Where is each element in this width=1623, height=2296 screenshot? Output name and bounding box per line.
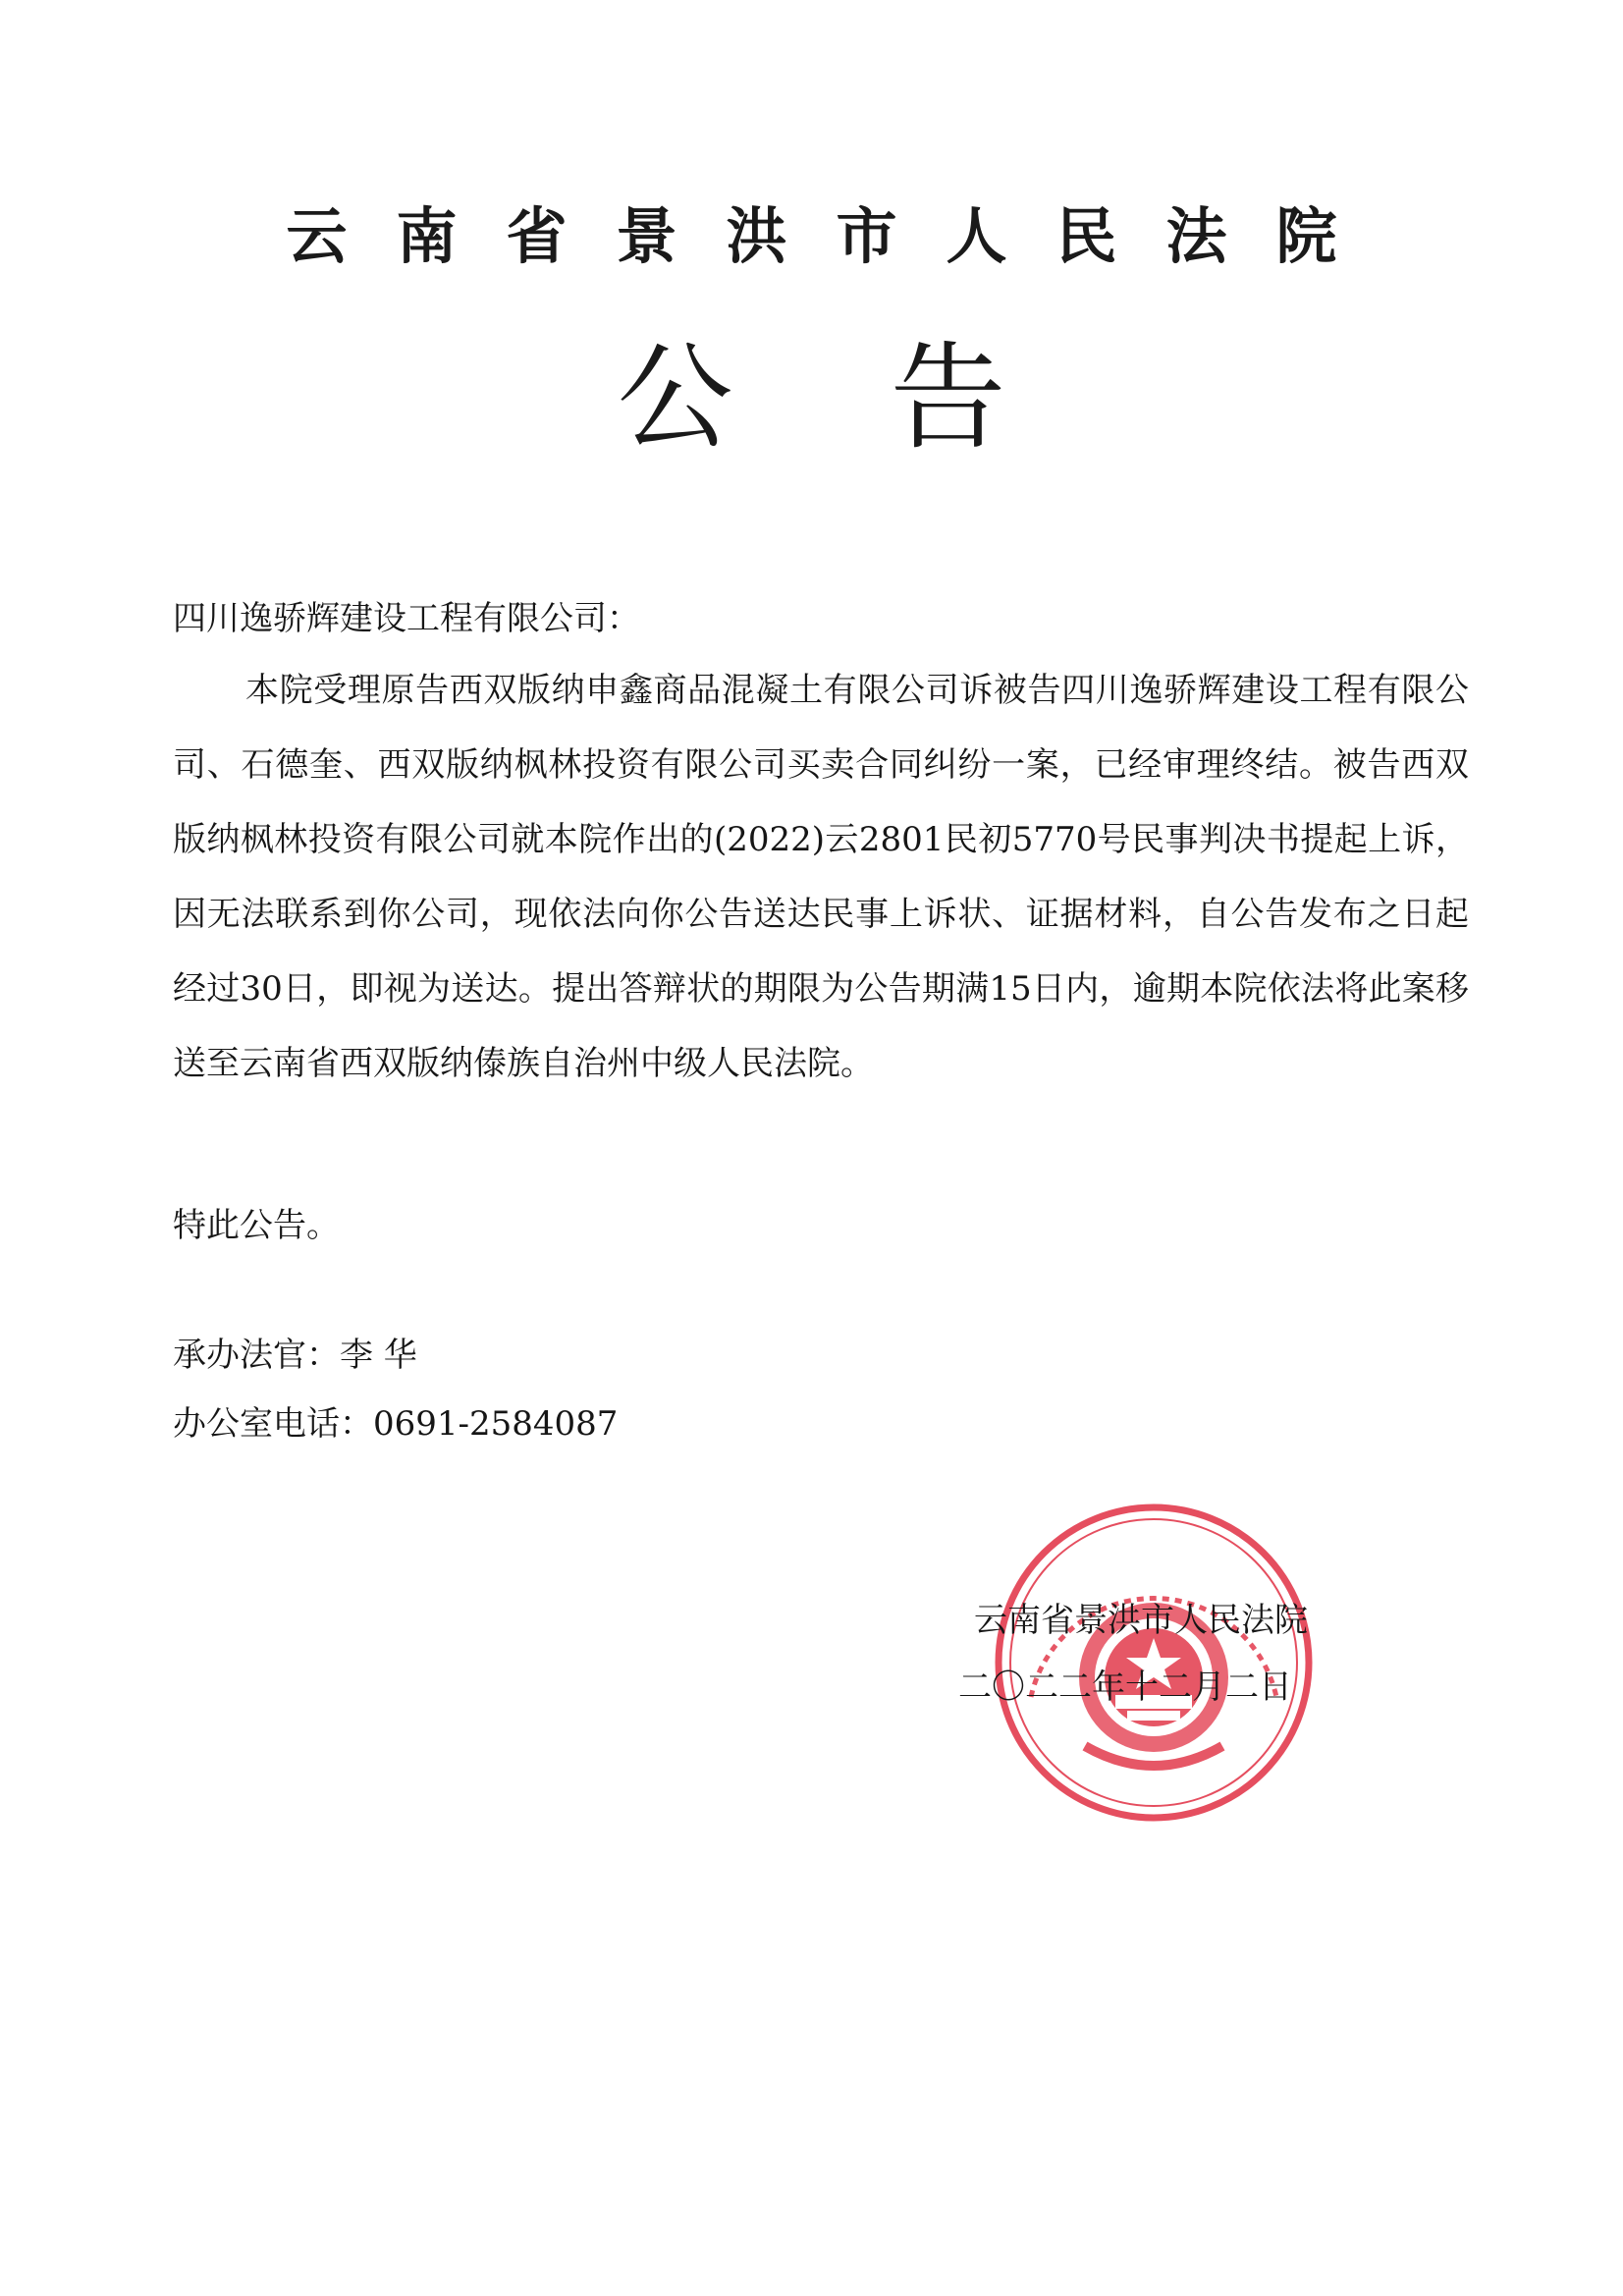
signature-date: 二〇二二年十二月二日: [958, 1667, 1292, 1707]
closing-statement: 特此公告。: [173, 1206, 340, 1245]
signature-court-name: 云南省景洪市人民法院: [974, 1601, 1308, 1640]
presiding-judge: 承办法官：李 华: [173, 1336, 417, 1375]
notice-body: 本院受理原告西双版纳申鑫商品混凝土有限公司诉被告四川逸骄辉建设工程有限公司、石德奎、西双版纳枫林投资有限公司买卖合同纠纷一案，已经审理终结。被告西双版纳枫林投资有限公司就本院作出的(2022)云2801民初5770号民事判决书提起上诉，因无法联系到你公司，现依法向你公告送达民事上诉状、证据材料，自公告发布之日起经过30日，即视为送达。提出答辩状的期限为公告期满15日内，逾期本院依法将此案移送至云南省西双版纳傣族自治州中级人民法院。: [173, 671, 1469, 1083]
addressee: 四川逸骄辉建设工程有限公司：: [173, 599, 640, 638]
court-name-heading: 云南省景洪市人民法院: [286, 200, 1386, 272]
office-phone: 办公室电话：0691-2584087: [173, 1404, 619, 1444]
document-title: 公告: [617, 330, 1163, 465]
